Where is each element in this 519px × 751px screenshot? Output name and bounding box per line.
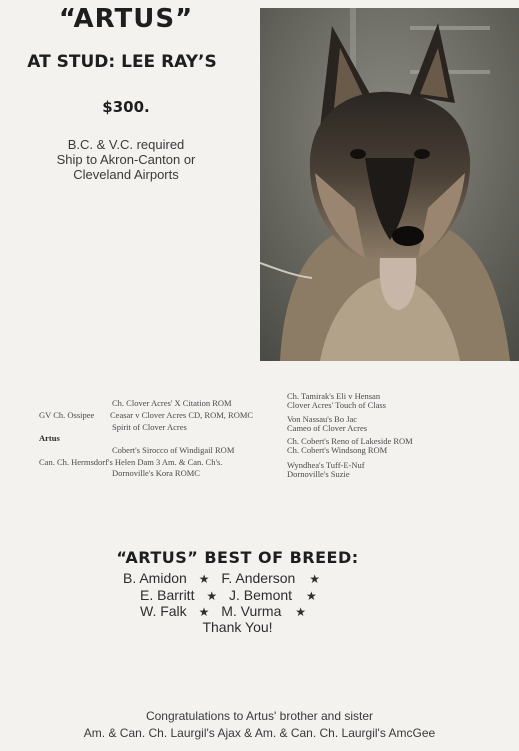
requirement-line: B.C. & V.C. required <box>67 137 185 152</box>
judge-name: B. Amidon <box>123 570 187 586</box>
pedigree-ancestor: Clover Acres' Touch of Class <box>287 400 386 410</box>
dog-photo <box>260 8 519 361</box>
requirements-block <box>10 137 242 182</box>
judge-name: E. Barritt <box>140 587 195 603</box>
pedigree-ancestor: Wyndhea's Tuff-E-Nuf <box>287 460 365 470</box>
siblings-line: Am. & Can. Ch. Laurgil's Ajax & Am. & Can. Ch. Laurgil's AmcGee <box>83 726 436 740</box>
judge-name: J. Bemont <box>229 587 293 603</box>
pedigree-dam-dam: Dornoville's Kora ROMC <box>112 468 200 478</box>
judges-row-2 <box>140 587 317 603</box>
stud-heading: AT STUD: LEE RAY’S <box>27 52 217 72</box>
pedigree-subject: Artus <box>39 433 60 443</box>
star-icon: ★ <box>305 589 317 603</box>
judges-row-3 <box>140 603 306 619</box>
pedigree-ancestor: Ch. Tamirak's Eli v Hensan <box>287 391 381 401</box>
pedigree-ancestor: Dornoville's Suzie <box>287 469 350 479</box>
pedigree-ancestor: Cameo of Clover Acres <box>287 423 368 433</box>
judge-name: M. Vurma <box>221 603 282 619</box>
pedigree-dam: Can. Ch. Hermsdorf's Helen Dam 3 Am. & Can. Ch's. <box>39 457 223 467</box>
page-title: “ARTUS” <box>58 4 194 34</box>
congratulations-line: Congratulations to Artus' brother and sister <box>145 709 374 723</box>
pedigree-ancestor: Von Nassau's Bo Jac <box>287 414 358 424</box>
stud-fee: $300. <box>102 98 150 116</box>
requirement-line: Cleveland Airports <box>73 167 179 182</box>
star-icon: ★ <box>198 605 210 619</box>
star-icon: ★ <box>198 572 210 586</box>
pedigree-sire: GV Ch. Ossipee <box>39 410 95 420</box>
pedigree-ancestor: Ch. Cobert's Reno of Lakeside ROM <box>287 436 413 446</box>
judges-row-1 <box>123 570 320 586</box>
star-icon: ★ <box>206 589 218 603</box>
pedigree-sire-sire: Ch. Clover Acres' X Citation ROM <box>112 398 232 408</box>
pedigree-sire-dam: Spirit of Clover Acres <box>112 422 187 432</box>
german-shepherd-illustration <box>260 8 519 361</box>
judge-name: F. Anderson <box>221 570 296 586</box>
judge-name: W. Falk <box>140 603 187 619</box>
pedigree-dam-sire: Cobert's Sirocco of Windigail ROM <box>112 445 235 455</box>
requirement-line: Ship to Akron-Canton or <box>56 152 196 167</box>
pedigree-sire-mid: Ceasar v Clover Acres CD, ROM, ROMC <box>110 410 254 420</box>
star-icon: ★ <box>295 605 307 619</box>
star-icon: ★ <box>309 572 320 586</box>
best-of-breed-heading: “ARTUS” BEST OF BREED: <box>116 548 359 567</box>
thank-you: Thank You! <box>202 619 273 635</box>
pedigree-ancestor: Ch. Cobert's Windsong ROM <box>287 445 388 455</box>
